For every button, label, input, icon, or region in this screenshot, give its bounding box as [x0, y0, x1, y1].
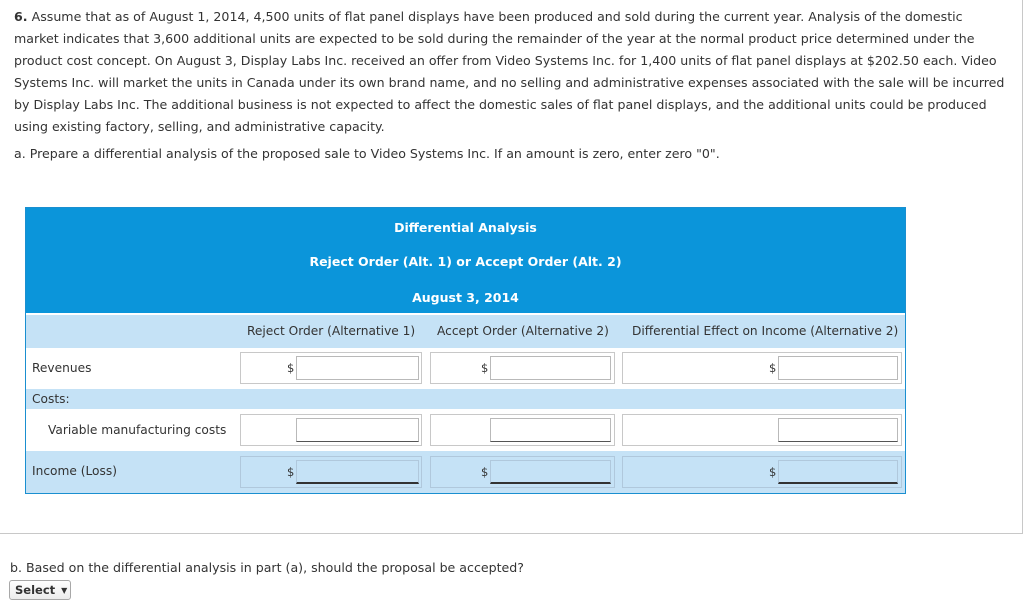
question-body: Assume that as of August 1, 2014, 4,500 units of flat panel displays have been produced and sold during the current year. Analysis of the domestic market indicates that 3,600 additional units are expected to be sold during the remainder of the year at the normal product price determined under the product cost concept. On August 3, Display Labs Inc. received an offer from Video Systems Inc. for 1,400 units of flat panel displays at $202.50 each. Video Systems Inc. will market the units in Canada under its own brand name, and no selling and administrative expenses associated with the sale will be incurred by Display Labs Inc. The additional business is not expected to affect the domestic sales of flat panel displays, and the additional units could be produced using existing factory, selling, and administrative capacity. — [14, 9, 1005, 134]
caret-down-icon: ▼ — [61, 585, 68, 595]
revenues-accept-input[interactable] — [490, 356, 611, 380]
cell-income-differential — [622, 456, 902, 488]
select-label: Select — [15, 583, 56, 597]
variable-costs-differential-input[interactable] — [778, 418, 898, 442]
row-label-income: Income (Loss) — [32, 464, 117, 478]
cell-income-reject — [240, 456, 422, 488]
part-a-instruction: a. Prepare a differential analysis of the proposed sale to Video Systems Inc. If an amount is zero, enter zero "0". — [14, 146, 720, 161]
column-header-differential: Differential Effect on Income (Alternative 2) — [632, 324, 899, 338]
income-differential-input[interactable] — [778, 460, 898, 484]
column-header-row — [26, 315, 905, 349]
cell-variable-differential — [622, 414, 902, 446]
cell-revenues-accept — [430, 352, 615, 384]
column-header-accept: Accept Order (Alternative 2) — [437, 324, 609, 338]
column-header-reject: Reject Order (Alternative 1) — [247, 324, 416, 338]
cell-variable-accept — [430, 414, 615, 446]
row-label-variable-costs: Variable manufacturing costs — [48, 423, 227, 437]
question-text — [14, 6, 1010, 138]
table-row-variable-costs — [26, 410, 905, 450]
part-b-question: b. Based on the differential analysis in part (a), should the proposal be accepted? — [10, 560, 524, 575]
table-row-revenues — [26, 348, 905, 388]
header-divider — [26, 313, 905, 314]
proposal-select-dropdown[interactable] — [9, 580, 71, 600]
cell-revenues-reject — [240, 352, 422, 384]
income-reject-input[interactable] — [296, 460, 419, 484]
revenues-differential-input[interactable] — [778, 356, 898, 380]
table-header — [26, 208, 905, 314]
row-label-costs: Costs: — [32, 392, 70, 406]
dollar-sign: $ — [769, 361, 777, 375]
dollar-sign: $ — [481, 361, 489, 375]
cell-revenues-differential — [622, 352, 902, 384]
variable-costs-reject-input[interactable] — [296, 418, 419, 442]
dollar-sign: $ — [287, 465, 295, 479]
row-label-revenues: Revenues — [32, 361, 92, 375]
question-number: 6. — [14, 9, 28, 24]
cell-income-accept — [430, 456, 615, 488]
income-accept-input[interactable] — [490, 460, 611, 484]
table-row-costs — [26, 389, 905, 409]
dollar-sign: $ — [287, 361, 295, 375]
dollar-sign: $ — [481, 465, 489, 479]
cell-variable-reject — [240, 414, 422, 446]
revenues-reject-input[interactable] — [296, 356, 419, 380]
table-title: Differential Analysis — [394, 220, 537, 235]
variable-costs-accept-input[interactable] — [490, 418, 611, 442]
table-date: August 3, 2014 — [412, 290, 519, 305]
dollar-sign: $ — [769, 465, 777, 479]
table-row-income — [26, 451, 905, 493]
table-subtitle: Reject Order (Alt. 1) or Accept Order (Alt. 2) — [309, 254, 622, 269]
differential-analysis-table — [25, 207, 906, 494]
